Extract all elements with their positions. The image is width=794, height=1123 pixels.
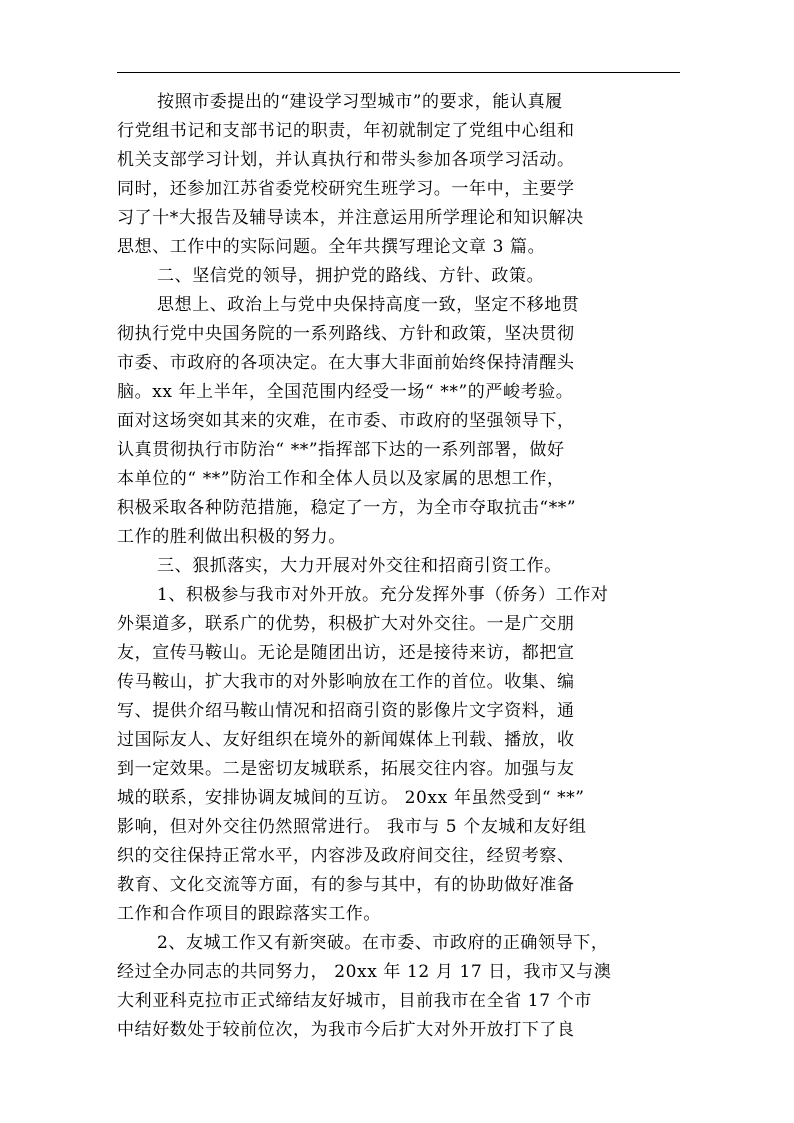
text-line: 机关支部学习计划，并认真执行和带头参加各项学习活动。 <box>117 150 575 170</box>
text-line: 大利亚科克拉市正式缔结友好城市，目前我市在全省 17 个市 <box>117 991 592 1011</box>
text-line: 同时，还参加江苏省委党校研究生班学习。一年中，主要学 <box>117 179 575 199</box>
section-heading: 二、坚信党的领导，拥护党的路线、方针、政策。 <box>157 266 545 286</box>
text-line: 积极采取各种防范措施，稳定了一方，为全市夺取抗击“**” <box>117 498 577 518</box>
text-line: 2、友城工作又有新突破。在市委、市政府的正确领导下， <box>157 933 609 953</box>
text-line: 到一定效果。二是密切友城联系，拓展交往内容。加强与友 <box>117 759 575 779</box>
text-line: 习了十*大报告及辅导读本，并注意运用所学理论和知识解决 <box>117 208 584 228</box>
text-line: 影响，但对外交往仍然照常进行。 我市与 5 个友城和友好组 <box>117 817 587 837</box>
text-line: 1、积极参与我市对外开放。充分发挥外事（侨务）工作对 <box>157 585 609 605</box>
text-line: 中结好数处于较前位次，为我市今后扩大对外开放打下了良 <box>117 1020 575 1040</box>
text-line: 友，宣传马鞍山。无论是随团出访，还是接待来访，都把宣 <box>117 643 575 663</box>
header-rule <box>117 72 680 73</box>
text-line: 城的联系，安排协调友城间的互访。 20xx 年虽然受到“ **” <box>117 788 585 808</box>
text-line: 按照市委提出的“建设学习型城市”的要求，能认真履 <box>157 92 563 112</box>
text-line: 彻执行党中央国务院的一系列路线、方针和政策，坚决贯彻 <box>117 324 575 344</box>
text-line: 思想上、政治上与党中央保持高度一致，坚定不移地贯 <box>157 295 580 315</box>
text-line: 思想、工作中的实际问题。全年共撰写理论文章 3 篇。 <box>117 237 546 257</box>
text-line: 织的交往保持正常水平，内容涉及政府间交往，经贸考察、 <box>117 846 575 866</box>
text-line: 认真贯彻执行市防治“ **”指挥部下达的一系列部署，做好 <box>117 440 565 460</box>
text-line: 工作和合作项目的跟踪落实工作。 <box>117 904 381 924</box>
text-line: 行党组书记和支部书记的职责，年初就制定了党组中心组和 <box>117 121 575 141</box>
text-line: 市委、市政府的各项决定。在大事大非面前始终保持清醒头 <box>117 353 575 373</box>
text-line: 工作的胜利做出积极的努力。 <box>117 527 346 547</box>
text-line: 过国际友人、友好组织在境外的新闻媒体上刊载、播放，收 <box>117 730 575 750</box>
text-line: 教育、文化交流等方面，有的参与其中，有的协助做好准备 <box>117 875 575 895</box>
section-heading: 三、狠抓落实，大力开展对外交往和招商引资工作。 <box>157 556 562 576</box>
text-line: 脑。xx 年上半年，全国范围内经受一场“ **”的严峻考验。 <box>117 382 574 402</box>
text-line: 传马鞍山，扩大我市的对外影响放在工作的首位。收集、编 <box>117 672 575 692</box>
text-line: 外渠道多，联系广的优势，积极扩大对外交往。一是广交朋 <box>117 614 575 634</box>
document-body <box>117 88 680 1045</box>
text-line: 经过全办同志的共同努力， 20xx 年 12 月 17 日，我市又与澳 <box>117 962 612 982</box>
text-line: 面对这场突如其来的灾难，在市委、市政府的坚强领导下， <box>117 411 575 431</box>
text-line: 写、提供介绍马鞍山情况和招商引资的影像片文字资料，通 <box>117 701 575 721</box>
text-line: 本单位的“ **”防治工作和全体人员以及家属的思想工作， <box>117 469 565 489</box>
